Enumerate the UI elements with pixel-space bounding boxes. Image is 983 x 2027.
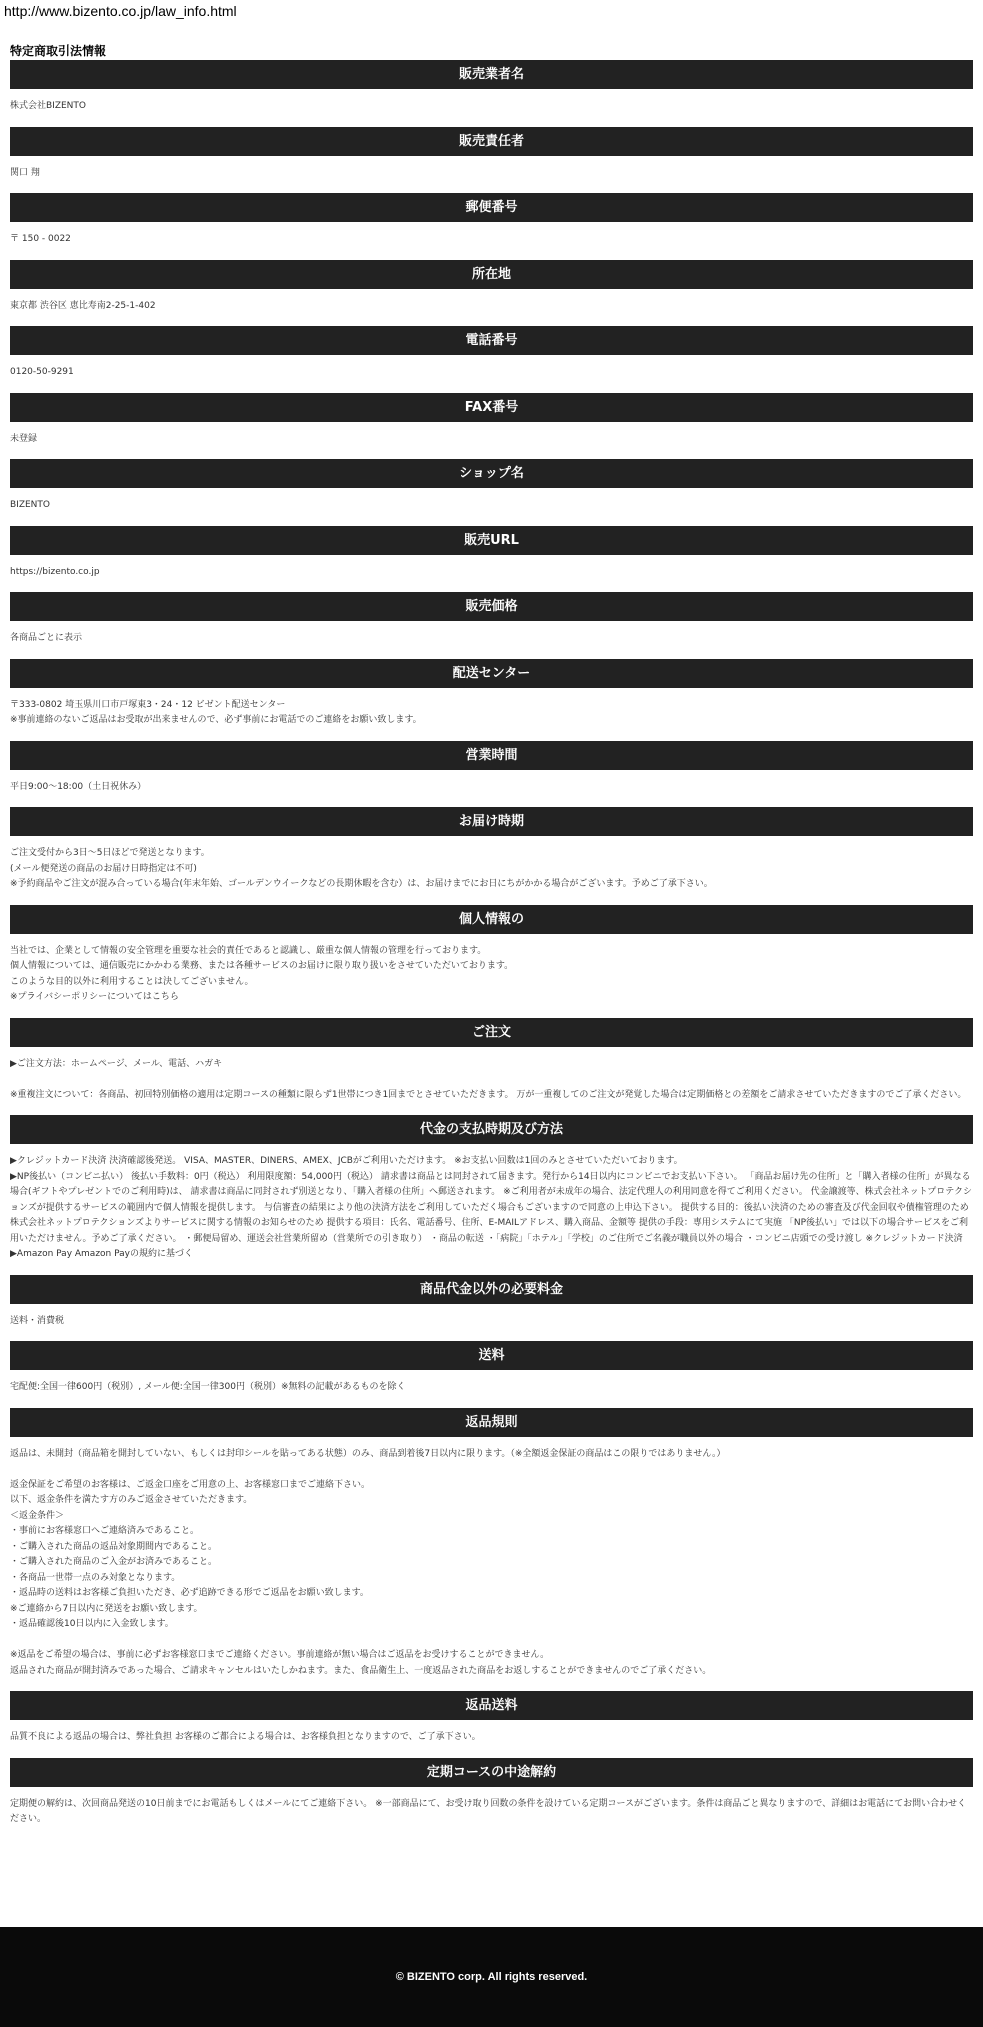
law-info-content	[10, 42, 973, 1840]
section-line: ※事前連絡のないご返品はお受取が出来ませんので、必ず事前にお電話でのご連絡をお願い致します。	[10, 715, 422, 725]
section-line: 0120-50-9291	[10, 367, 74, 377]
section-body	[10, 1304, 973, 1342]
section-heading: 個人情報の	[10, 905, 973, 934]
section-line: 品質不良による返品の場合は、弊社負担 お客様のご都合による場合は、お客様負担となりますので、ご了承下さい。	[10, 1732, 481, 1742]
law-section	[10, 193, 973, 260]
section-body	[10, 289, 973, 327]
law-section	[10, 659, 973, 741]
section-body	[10, 222, 973, 260]
footer-copyright: © BIZENTO corp. All rights reserved.	[0, 1927, 983, 2027]
section-line: ※ご連絡から7日以内に発送をお願い致します。	[10, 1603, 203, 1614]
section-line: (メール便発送の商品のお届け日時指定は不可)	[10, 863, 197, 874]
section-line: 当社では、企業として情報の安全管理を重要な社会的責任であると認識し、厳重な個人情報の管理を行っております。	[10, 945, 487, 956]
section-heading: 営業時間	[10, 741, 973, 770]
section-heading: 商品代金以外の必要料金	[10, 1275, 973, 1304]
section-line: ▶クレジットカード決済 決済確認後発送。 VISA、MASTER、DINERS、AMEX、JCBがご利用いただけます。 ※お支払い回数は1回のみとさせていただいております。	[10, 1156, 683, 1166]
law-section	[10, 1115, 973, 1275]
section-body	[10, 89, 973, 127]
section-line: 返金保証をご希望のお客様は、ご返金口座をご用意の上、お客様窓口までご連絡下さい。	[10, 1479, 371, 1490]
section-line: ・ご購入された商品の返品対象期間内であること。	[10, 1541, 218, 1552]
section-line: ・返品時の送料はお客様ご負担いただき、必ず追跡できる形でご返品をお願い致します。	[10, 1588, 369, 1598]
section-line: ※プライバシーポリシーについてはこちら	[10, 992, 179, 1002]
section-line: 株式会社BIZENTO	[10, 101, 86, 111]
section-spacer	[10, 1462, 973, 1478]
section-heading: 定期コースの中途解約	[10, 1758, 973, 1787]
section-line: 以下、返金条件を満たす方のみご返金させていただきます。	[10, 1495, 253, 1505]
page-title: 特定商取引法情報	[10, 44, 107, 58]
section-heading: 所在地	[10, 260, 973, 289]
section-line: ▶NP後払い（コンビニ払い） 後払い手数料：0円（税込） 利用限度額：54,000円（税込） 請求書は商品とは同封されて届きます。発行から14日以内にコンビニでお支払い下さい。 「商品お届け先の住所」と「購入者様の住所」が異なる場合(ギフトやプレゼントでのご利用時)は、 請求書は商品に同封されず別送となり、「購入者様の住所」へ郵送されます。 ※ご利用者が未成年の場合、法定代理人の利用同意を得てご利用ください。 代金譲渡等、株式会社ネットプロテクションズが提供するサービスの範囲内で個人情報を提供します。 与信審査の結果により他の決済方法をご利用していただく場合もございますので同意の上申込下さい。 提供する目的：後払い決済のための審査及び代金回収や債権管理のため 株式会社ネットプロテクションズよりサービスに関する情報のお知らせのため 提供する項目：氏名、電話番号、住所、E-MAILアドレス、購入商品、金額等 提供の手段：専用システムにて実施 「NP後払い」では以下の場合サービスをご利用いただけません。予めご了承ください。 ・郵便局留め、運送会社営業所留め（営業所での引き取り） ・商品の転送 ・「病院」「ホテル」「学校」のご住所でご名義が職員以外の場合 ・コンビニ店頭での受け渡し ※クレジットカード決済	[10, 1171, 972, 1244]
section-body	[10, 934, 973, 1018]
law-section	[10, 1275, 973, 1342]
section-line: ・返品確認後10日以内に入金致します。	[10, 1619, 174, 1629]
section-heading: 返品送料	[10, 1691, 973, 1720]
section-heading: 送料	[10, 1341, 973, 1370]
section-line: 〒333-0802 埼玉県川口市戸塚東3・24・12 ビゼント配送センター	[10, 699, 286, 710]
section-heading: お届け時期	[10, 807, 973, 836]
law-section	[10, 1018, 973, 1116]
section-line: ・ご購入された商品のご入金がお済みであること。	[10, 1557, 218, 1567]
section-line: このような目的以外に利用することは決してございません。	[10, 976, 254, 987]
section-heading: 販売URL	[10, 526, 973, 555]
section-heading: 代金の支払時期及び方法	[10, 1115, 973, 1144]
section-line: 定期便の解約は、次回商品発送の10日前までにお電話もしくはメールにてご連絡下さい。 ※一部商品にて、お受け取り回数の条件を設けている定期コースがございます。条件は商品ごと異なりますので、詳細はお電話にてお問い合わせください。	[10, 1798, 967, 1824]
section-line: ※重複注文について：各商品、初回特別価格の適用は定期コースの種類に限らず1世帯につき1回までとさせていただきます。 万が一重複してのご注文が発覚した場合は定期価格との差額をご請求させていただきますのでご了承ください。	[10, 1089, 967, 1100]
law-section	[10, 905, 973, 1018]
section-line: 平日9:00〜18:00（土日祝休み）	[10, 781, 147, 792]
page-url: http://www.bizento.co.jp/law_info.html	[4, 3, 237, 19]
section-line: ※予約商品やご注文が混み合っている場合(年末年始、ゴールデンウイークなどの長期休暇を含む）は、お届けまでにお日にちがかかる場合がございます。予めご了承下さい。	[10, 879, 713, 889]
law-section	[10, 1758, 973, 1840]
section-spacer	[10, 1633, 973, 1649]
section-line: 個人情報については、通信販売にかかわる業務、または各種サービスのお届けに限り取り扱いをさせていただいております。	[10, 961, 514, 971]
section-line: 返品された商品が開封済みであった場合、ご請求キャンセルはいたしかねます。また、食品衛生上、一度返品された商品をお返しすることができませんのでご了承ください。	[10, 1665, 712, 1676]
section-body	[10, 488, 973, 526]
section-body	[10, 688, 973, 741]
law-section	[10, 526, 973, 593]
section-body	[10, 1437, 973, 1692]
section-line: https://bizento.co.jp	[10, 566, 100, 577]
law-section	[10, 1691, 973, 1758]
section-line: 〒 150 - 0022	[10, 234, 71, 244]
section-body	[10, 1720, 973, 1758]
section-heading: 販売業者名	[10, 60, 973, 89]
section-heading: 販売責任者	[10, 127, 973, 156]
section-body	[10, 1047, 973, 1116]
section-heading: 配送センター	[10, 659, 973, 688]
law-section	[10, 592, 973, 659]
section-line: 返品は、未開封（商品箱を開封していない、もしくは封印シールを貼ってある状態）のみ、商品到着後7日以内に限ります。（※全額返金保証の商品はこの限りではありません。）	[10, 1448, 726, 1459]
law-section	[10, 459, 973, 526]
section-line: ・事前にお客様窓口へご連絡済みであること。	[10, 1526, 200, 1536]
law-section	[10, 393, 973, 460]
section-line: 各商品ごとに表示	[10, 633, 83, 643]
law-section	[10, 1408, 973, 1692]
section-line: 関口 翔	[10, 167, 40, 178]
law-section	[10, 741, 973, 808]
law-section	[10, 326, 973, 393]
section-body	[10, 1787, 973, 1840]
section-line: ▶ご注文方法：ホームページ、メール、電話、ハガキ	[10, 1058, 223, 1069]
sections-list	[10, 60, 973, 1840]
section-line: 未登録	[10, 433, 38, 444]
section-heading: 販売価格	[10, 592, 973, 621]
section-body	[10, 156, 973, 194]
section-body	[10, 422, 973, 460]
section-heading: 電話番号	[10, 326, 973, 355]
section-body	[10, 1144, 973, 1275]
section-line: 東京都 渋谷区 恵比寿南2-25-1-402	[10, 300, 156, 311]
section-heading: ご注文	[10, 1018, 973, 1047]
section-spacer	[10, 1072, 973, 1088]
section-line: 送料・消費税	[10, 1315, 65, 1326]
section-line: ・各商品一世帯一点のみ対象となります。	[10, 1572, 181, 1583]
section-line: ▶Amazon Pay Amazon Payの規約に基づく	[10, 1249, 193, 1259]
section-body	[10, 1370, 973, 1408]
section-line: ご注文受付から3日〜5日ほどで発送となります。	[10, 848, 210, 858]
section-body	[10, 836, 973, 905]
section-body	[10, 355, 973, 393]
section-heading: FAX番号	[10, 393, 973, 422]
law-section	[10, 127, 973, 194]
section-line: 宅配便:全国一律600円（税別）, メール便:全国一律300円（税別）※無料の記載があるものを除く	[10, 1382, 406, 1392]
section-body	[10, 621, 973, 659]
section-heading: ショップ名	[10, 459, 973, 488]
law-section	[10, 1341, 973, 1408]
law-section	[10, 260, 973, 327]
section-heading: 郵便番号	[10, 193, 973, 222]
law-section	[10, 807, 973, 905]
section-body	[10, 770, 973, 808]
section-heading: 返品規則	[10, 1408, 973, 1437]
section-line: ※返品をご希望の場合は、事前に必ずお客様窓口までご連絡ください。事前連絡が無い場合はご返品をお受けすることができません。	[10, 1650, 550, 1660]
section-line: BIZENTO	[10, 500, 50, 510]
section-body	[10, 555, 973, 593]
section-line: ＜返金条件＞	[10, 1510, 65, 1521]
law-section	[10, 60, 973, 127]
